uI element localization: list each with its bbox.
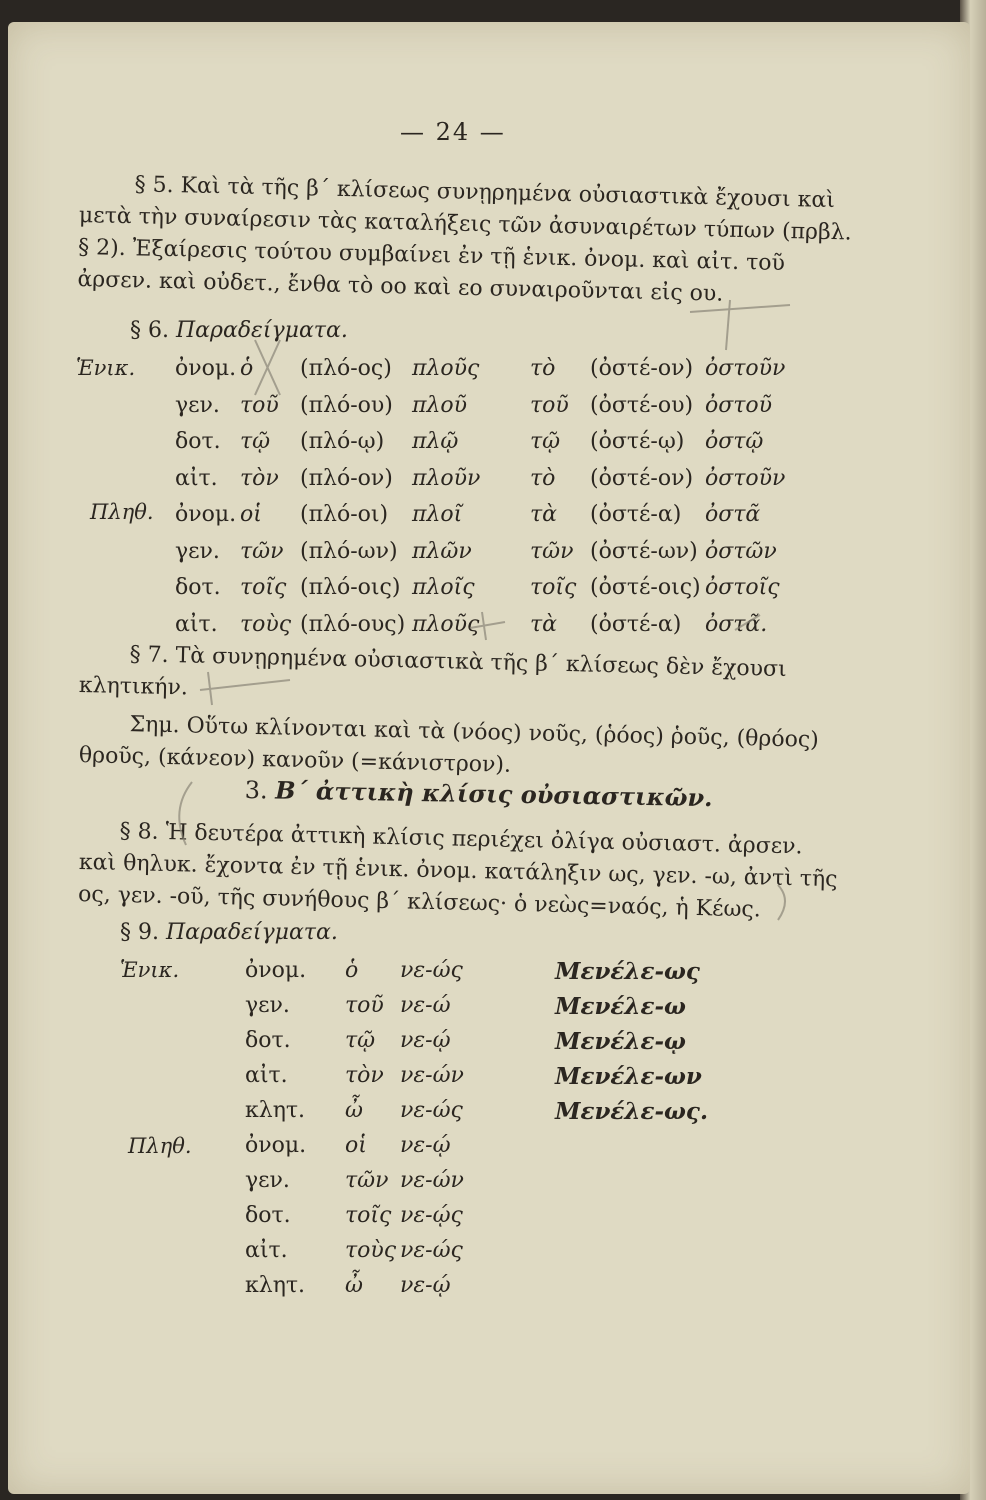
contracted-form: πλοῦς: [412, 611, 480, 637]
article: τῷ: [530, 429, 561, 454]
case-label: κλητ.: [245, 1273, 306, 1298]
pencil-stroke: [690, 305, 790, 312]
case-label: δοτ.: [175, 429, 221, 454]
article: τοὺς: [345, 1238, 397, 1263]
noun-form: νε-ών: [400, 1063, 464, 1088]
text-line: ἀρσεν. καὶ οὐδετ., ἔνθα τὸ οο καὶ εο συναιροῦνται εἰς ου.: [77, 266, 724, 307]
uncontracted-form: (ὀστέ-α): [590, 502, 682, 527]
group-label: Πληθ.: [128, 1134, 192, 1158]
article: τοὺς: [240, 611, 292, 637]
uncontracted-form: (ὀστέ-α): [590, 611, 682, 637]
case-label: αἰτ.: [175, 611, 218, 637]
text-line: ος, γεν. -οῦ, τῆς συνήθους β΄ κλίσεως· ὁ νεὼς=ναός, ἡ Κέως.: [77, 881, 762, 923]
uncontracted-form: (πλό-ων): [300, 538, 398, 564]
contracted-form: πλοῦ: [412, 392, 468, 418]
noun-form: νε-ών: [400, 1168, 464, 1193]
menelaos-form: Μενέλε-ως: [555, 958, 700, 985]
group-label: Ἑνικ.: [76, 356, 136, 380]
article: οἱ: [240, 502, 262, 527]
pencil-stroke: [778, 885, 785, 920]
noun-form: νε-ῴ: [400, 1273, 451, 1298]
heading-number: 3.: [244, 775, 268, 805]
article: τοῦ: [345, 993, 384, 1018]
case-label: γεν.: [245, 1168, 290, 1193]
article: τοῦ: [530, 392, 569, 418]
noun-form: νε-ῴ: [400, 1133, 451, 1158]
text-line: § 7. Τὰ συνῃρημένα οὐσιαστικὰ τῆς β΄ κλίσεως δὲν ἔχουσι: [129, 642, 787, 683]
noun-form: νε-ῴς: [400, 1203, 463, 1228]
group-label: Πληθ.: [90, 500, 154, 524]
menelaos-form: Μενέλε-ως.: [555, 1098, 708, 1125]
noun-form: νε-ώς: [400, 1098, 463, 1123]
uncontracted-form: (ὀστέ-ον): [590, 356, 694, 381]
case-label: αἰτ.: [175, 465, 218, 491]
contracted-form: ὀστῷ: [705, 429, 764, 454]
uncontracted-form: (ὀστέ-οις): [590, 575, 701, 600]
article: τοῖς: [240, 575, 287, 600]
noun-form: νε-ῴ: [400, 1028, 451, 1053]
article: ὁ: [240, 356, 254, 381]
text-line: Σημ. Οὕτω κλίνονται καὶ τὰ (νόος) νοῦς, (ῥόος) ῥοῦς, (θρόος): [129, 712, 820, 753]
uncontracted-form: (ὀστέ-ου): [590, 392, 694, 418]
article: ὁ: [345, 958, 359, 983]
uncontracted-form: (ὀστέ-ῳ): [590, 429, 685, 454]
uncontracted-form: (πλό-ῳ): [300, 429, 385, 454]
noun-form: νε-ώ: [400, 993, 451, 1018]
pencil-stroke: [200, 680, 290, 690]
contracted-form: πλῷ: [412, 429, 459, 454]
uncontracted-form: (πλό-ος): [300, 356, 392, 381]
contracted-form: πλοῦς: [412, 356, 480, 381]
article: τὰ: [530, 502, 558, 527]
contracted-form: πλοῦν: [412, 465, 481, 491]
contracted-form: ὀστῶν: [705, 538, 777, 564]
uncontracted-form: (πλό-ου): [300, 392, 393, 418]
text-line: θροῦς, (κάνεον) κανοῦν (=κάνιστρον).: [78, 742, 512, 778]
contracted-form: ὀστᾶ.: [705, 611, 768, 637]
heading-text: Β΄ ἀττικὴ κλίσις οὐσιαστικῶν.: [275, 775, 713, 813]
article: τῷ: [240, 429, 271, 454]
article: τοῖς: [345, 1203, 392, 1228]
contracted-form: ὀστοῦν: [705, 465, 786, 491]
uncontracted-form: (πλό-ους): [300, 611, 406, 637]
case-label: ὀνομ.: [175, 502, 237, 527]
article: οἱ: [345, 1133, 367, 1158]
text-line: μετὰ τὴν συναίρεσιν τὰς καταλήξεις τῶν ἀσυναιρέτων τύπων (πρβλ.: [78, 202, 852, 246]
contracted-form: πλοῖς: [412, 575, 475, 600]
group-label: Ἑνικ.: [120, 958, 180, 982]
case-label: ὀνομ.: [245, 1133, 307, 1158]
article: τῶν: [345, 1168, 389, 1193]
case-label: αἰτ.: [245, 1063, 288, 1088]
menelaos-form: Μενέλε-ων: [555, 1063, 702, 1090]
article: τῶν: [530, 538, 574, 564]
article: τὰ: [530, 611, 558, 637]
section-title: Παραδείγματα.: [175, 318, 348, 343]
case-label: αἰτ.: [245, 1238, 288, 1263]
article: ὦ: [345, 1098, 363, 1123]
pencil-stroke: [179, 782, 192, 845]
contracted-form: ὀστοῦ: [705, 392, 773, 418]
article: τὸν: [240, 465, 279, 491]
contracted-form: ὀστοῦν: [705, 356, 786, 381]
text-line: § 5. Καὶ τὰ τῆς β΄ κλίσεως συνῃρημένα οὐσιαστικὰ ἔχουσι καὶ: [134, 172, 836, 214]
article: τῷ: [345, 1028, 376, 1053]
uncontracted-form: (ὀστέ-ον): [590, 465, 694, 491]
article: τοῦ: [240, 392, 279, 418]
contracted-form: ὀστοῖς: [705, 575, 780, 600]
case-label: δοτ.: [175, 575, 221, 600]
case-label: δοτ.: [245, 1028, 291, 1053]
uncontracted-form: (πλό-οι): [300, 502, 389, 527]
menelaos-form: Μενέλε-ω: [555, 993, 686, 1020]
case-label: γεν.: [245, 993, 290, 1018]
menelaos-form: Μενέλε-ῳ: [555, 1028, 686, 1055]
case-label: ὀνομ.: [175, 356, 237, 381]
noun-form: νε-ώς: [400, 1238, 463, 1263]
article: τὸν: [345, 1063, 384, 1088]
article: τὸ: [530, 356, 556, 381]
contracted-form: πλῶν: [412, 538, 472, 564]
case-label: ὀνομ.: [245, 958, 307, 983]
uncontracted-form: (ὀστέ-ων): [590, 538, 698, 564]
text-line: § 2). Ἐξαίρεσις τούτου συμβαίνει ἐν τῇ ἑνικ. ὀνομ. καὶ αἰτ. τοῦ: [77, 234, 786, 277]
article: τὸ: [530, 465, 556, 491]
article: τῶν: [240, 538, 284, 564]
page-number: — 24 —: [400, 118, 506, 146]
pencil-stroke: [726, 300, 730, 350]
case-label: κλητ.: [245, 1098, 306, 1123]
case-label: γεν.: [175, 538, 220, 564]
case-label: δοτ.: [245, 1203, 291, 1228]
contracted-form: πλοῖ: [412, 502, 463, 527]
noun-form: νε-ώς: [400, 958, 463, 983]
uncontracted-form: (πλό-ον): [300, 465, 393, 491]
uncontracted-form: (πλό-οις): [300, 575, 401, 600]
pencil-stroke: [470, 622, 505, 628]
section-title: Παραδείγματα.: [165, 920, 338, 945]
case-label: γεν.: [175, 392, 220, 418]
article: τοῖς: [530, 575, 577, 600]
text-line: καὶ θηλυκ. ἔχοντα ἐν τῇ ἑνικ. ὀνομ. κατάληξιν ως, γεν. -ω, ἀντὶ τῆς: [78, 849, 838, 893]
pencil-stroke: [735, 615, 760, 630]
contracted-form: ὀστᾶ: [705, 502, 761, 527]
article: ὦ: [345, 1273, 363, 1298]
section-label: § 6.: [130, 318, 169, 343]
section-label: § 9.: [120, 920, 159, 945]
text-line: κλητικήν.: [78, 672, 189, 701]
text-line: § 8. Ἡ δευτέρα ἀττικὴ κλίσις περιέχει ὀλίγα οὐσιαστ. ἀρσεν.: [119, 818, 803, 860]
